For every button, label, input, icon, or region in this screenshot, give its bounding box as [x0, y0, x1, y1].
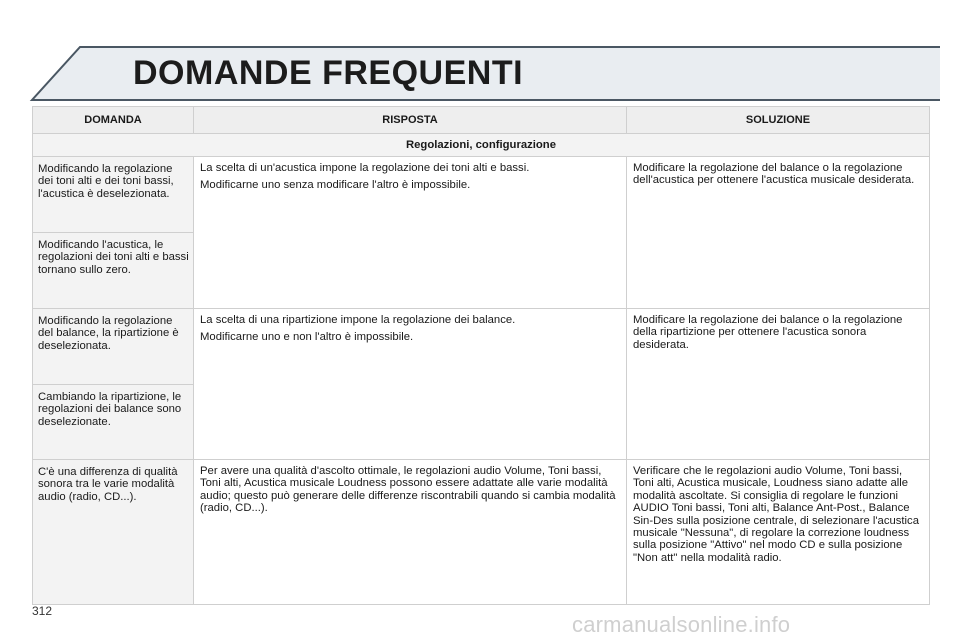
question-cell: Modificando l'acustica, le regolazioni dei toni alti e bassi tornano sullo zero.: [33, 233, 194, 309]
page-number: 312: [32, 604, 53, 618]
answer-cell: [194, 460, 627, 605]
solution-cell: Modificare la regolazione dei balance o la regolazione della ripartizione per ottenere l'acustica sonora desiderata.: [627, 309, 930, 460]
column-header-question: DOMANDA: [33, 107, 194, 134]
question-cell: Cambiando la ripartizione, le regolazioni dei balance sono deselezionate.: [33, 385, 194, 460]
faq-table-container: [32, 106, 929, 605]
table-header-row: [33, 107, 930, 134]
answer-paragraph: La scelta di un'acustica impone la regolazione dei toni alti e bassi.: [200, 162, 530, 174]
section-row: [33, 134, 930, 157]
solution-cell: Verificare che le regolazioni audio Volume, Toni bassi, Toni alti, Acustica musicale, Loudness siano adatte alle modalità ascoltate. Si consiglia di regolare le funzioni AUDIO Toni bassi, Toni alti, Balance Ant-Post., Balance Sin-Des sulla posizione centrale, di selezionare l'acustica musicale "Nessuna", di regolare la correzione loudness sulla posizione "Attivo" nel modo CD e sulla posizione "Non att" nella modalità radio.: [627, 460, 930, 605]
question-cell: Modificando la regolazione del balance, la ripartizione è deselezionata.: [33, 309, 194, 385]
faq-table: [32, 106, 930, 605]
column-header-solution: SOLUZIONE: [627, 107, 930, 134]
question-cell: C'è una differenza di qualità sonora tra le varie modalità audio (radio, CD...).: [33, 460, 194, 605]
answer-cell: [194, 309, 627, 460]
answer-paragraph: La scelta di una ripartizione impone la regolazione dei balance.: [200, 314, 516, 326]
table-row: [33, 460, 930, 605]
answer-paragraph: Modificarne uno senza modificare l'altro è impossibile.: [200, 179, 471, 192]
column-header-answer: RISPOSTA: [194, 107, 627, 134]
answer-paragraph: Per avere una qualità d'ascolto ottimale, le regolazioni audio Volume, Toni bassi, Toni alti, Acustica musicale Loudness possono essere adattate alle varie modalità audio; questo può generare delle differenze riscontrabili quando si cambia modalità (radio, CD...).: [200, 465, 616, 515]
answer-paragraph: Modificarne uno e non l'altro è impossibile.: [200, 331, 414, 344]
table-row: [33, 157, 930, 233]
answer-cell: [194, 157, 627, 309]
page-header: [0, 0, 960, 110]
table-row: [33, 309, 930, 385]
solution-cell: Modificare la regolazione del balance o la regolazione dell'acustica per ottenere l'acustica musicale desiderata.: [627, 157, 930, 309]
section-title: Regolazioni, configurazione: [33, 134, 930, 157]
page-title: DOMANDE FREQUENTI: [133, 54, 524, 92]
question-cell: Modificando la regolazione dei toni alti e dei toni bassi, l'acustica è deselezionata.: [33, 157, 194, 233]
watermark-text: carmanualsonline.info: [572, 612, 791, 637]
